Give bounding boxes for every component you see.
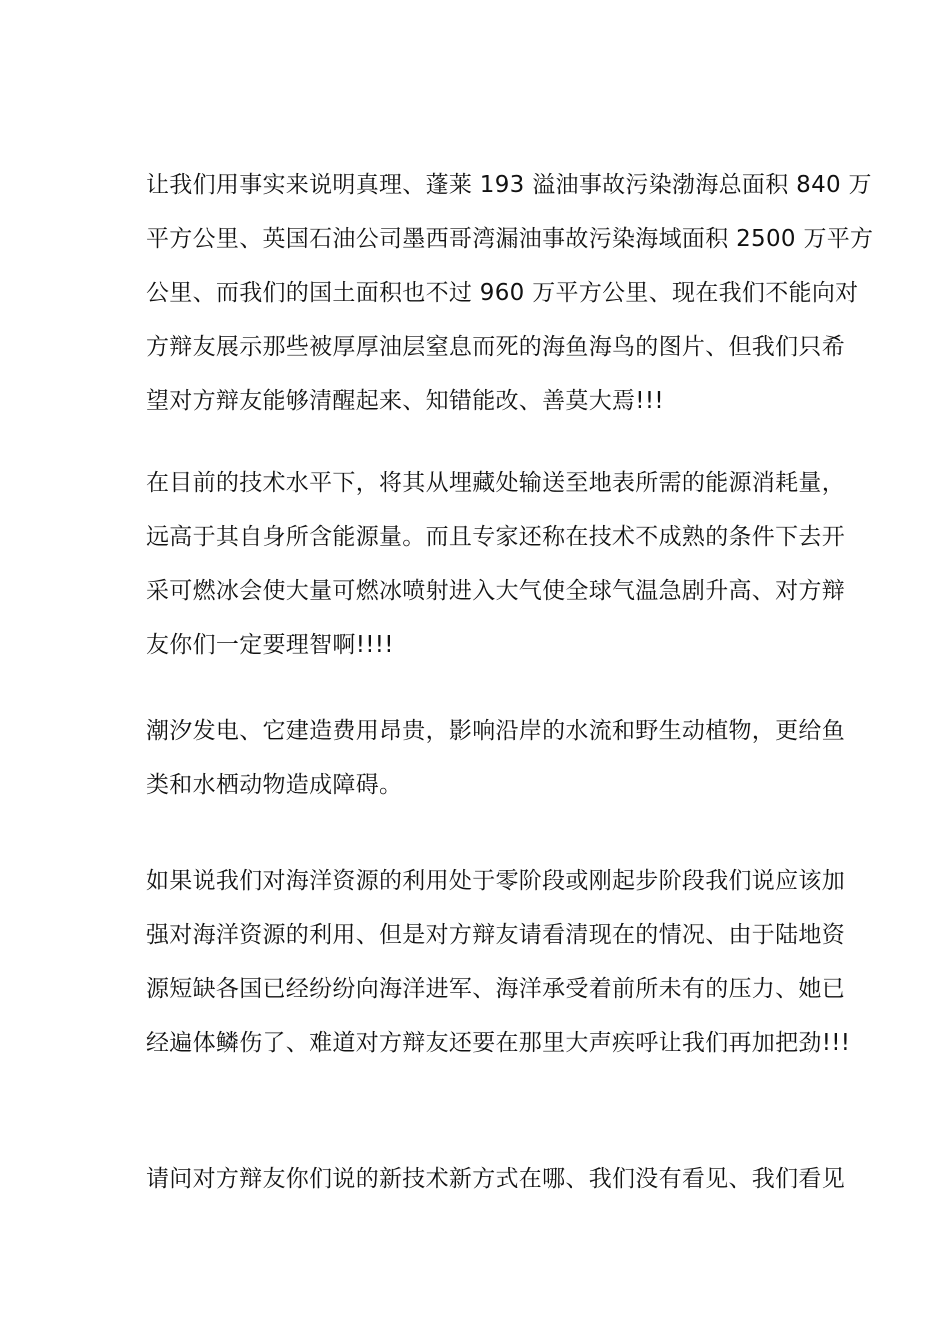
paragraph-oil-spill: [146, 158, 874, 428]
text-line: 潮汐发电、它建造费用昂贵，影响沿岸的水流和野生动植物，更给鱼: [146, 718, 845, 744]
text-line: 望对方辩友能够清醒起来、知错能改、善莫大焉!!!: [146, 388, 664, 414]
text-line: 类和水栖动物造成障碍。: [146, 772, 403, 798]
text-line: 方辩友展示那些被厚厚油层窒息而死的海鱼海鸟的图片、但我们只希: [146, 334, 845, 360]
text-line: 请问对方辩友你们说的新技术新方式在哪、我们没有看见、我们看见: [146, 1166, 845, 1192]
text-line: 采可燃冰会使大量可燃冰喷射进入大气使全球气温急剧升高、对方辩: [146, 578, 845, 604]
paragraph-ocean-resources: [146, 854, 868, 1070]
text-line: 平方公里、英国石油公司墨西哥湾漏油事故污染海域面积 2500 万平方: [146, 226, 874, 252]
text-line: 经遍体鳞伤了、难道对方辩友还要在那里大声疾呼让我们再加把劲!!!: [146, 1030, 851, 1056]
text-line: 公里、而我们的国土面积也不过 960 万平方公里、现在我们不能向对: [146, 280, 859, 306]
text-line: 强对海洋资源的利用、但是对方辩友请看清现在的情况、由于陆地资: [146, 922, 845, 948]
text-line: 如果说我们对海洋资源的利用处于零阶段或刚起步阶段我们说应该加: [146, 868, 845, 894]
text-line: 源短缺各国已经纷纷向海洋进军、海洋承受着前所未有的压力、她已: [146, 976, 845, 1002]
text-line: 让我们用事实来说明真理、蓬莱 193 溢油事故污染渤海总面积 840 万: [146, 172, 872, 198]
paragraph-combustible-ice: [146, 456, 868, 672]
paragraph-tidal-power: [146, 704, 868, 812]
paragraph-new-technology: [146, 1152, 868, 1206]
text-line: 在目前的技术水平下，将其从埋藏处输送至地表所需的能源消耗量，: [146, 470, 845, 496]
text-line: 远高于其自身所含能源量。而且专家还称在技术不成熟的条件下去开: [146, 524, 845, 550]
text-line: 友你们一定要理智啊!!!!: [146, 632, 394, 658]
